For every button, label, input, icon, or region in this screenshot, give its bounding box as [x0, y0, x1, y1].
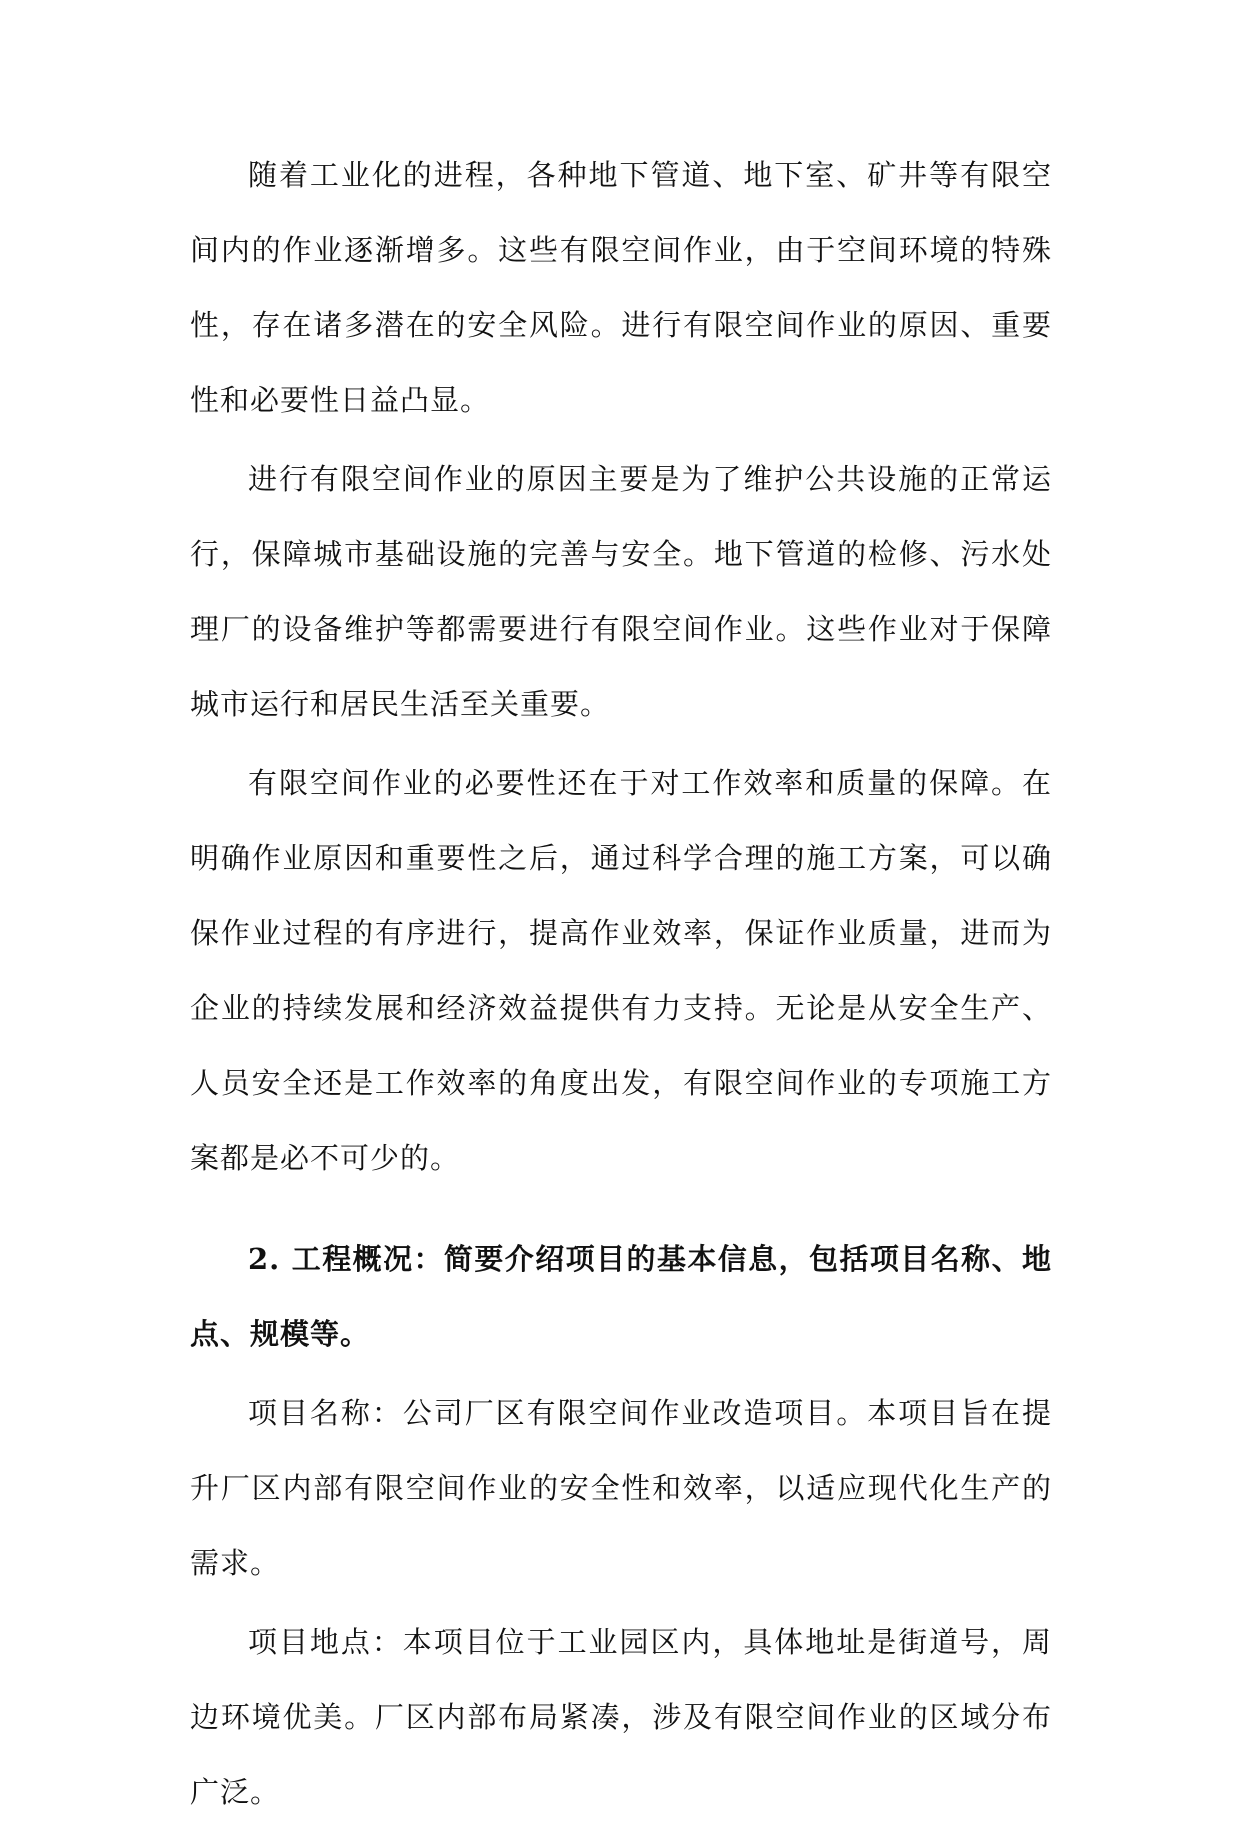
document-body: [190, 138, 1052, 1830]
paragraph-project-name: 项目名称：公司厂区有限空间作业改造项目。本项目旨在提升厂区内部有限空间作业的安全性和效率，以适应现代化生产的需求。: [190, 1396, 1052, 1580]
paragraph-introduction: 随着工业化的进程，各种地下管道、地下室、矿井等有限空间内的作业逐渐增多。这些有限空间作业，由于空间环境的特殊性，存在诸多潜在的安全风险。进行有限空间作业的原因、重要性和必要性日益凸显。: [190, 158, 1052, 417]
paragraph-reasons: 进行有限空间作业的原因主要是为了维护公共设施的正常运行，保障城市基础设施的完善与安全。地下管道的检修、污水处理厂的设备维护等都需要进行有限空间作业。这些作业对于保障城市运行和居民生活至关重要。: [190, 462, 1052, 721]
section-spacer: [190, 1196, 1052, 1222]
paragraph-necessity: 有限空间作业的必要性还在于对工作效率和质量的保障。在明确作业原因和重要性之后，通过科学合理的施工方案，可以确保作业过程的有序进行，提高作业效率，保证作业质量，进而为企业的持续发展和经济效益提供有力支持。无论是从安全生产、人员安全还是工作效率的角度出发，有限空间作业的专项施工方案都是必不可少的。: [190, 766, 1052, 1175]
paragraph-project-location: 项目地点：本项目位于工业园区内，具体地址是街道号，周边环境优美。厂区内部布局紧凑，涉及有限空间作业的区域分布广泛。: [190, 1625, 1052, 1809]
section-heading-project-overview: 2. 工程概况：简要介绍项目的基本信息，包括项目名称、地点、规模等。: [190, 1242, 1052, 1351]
